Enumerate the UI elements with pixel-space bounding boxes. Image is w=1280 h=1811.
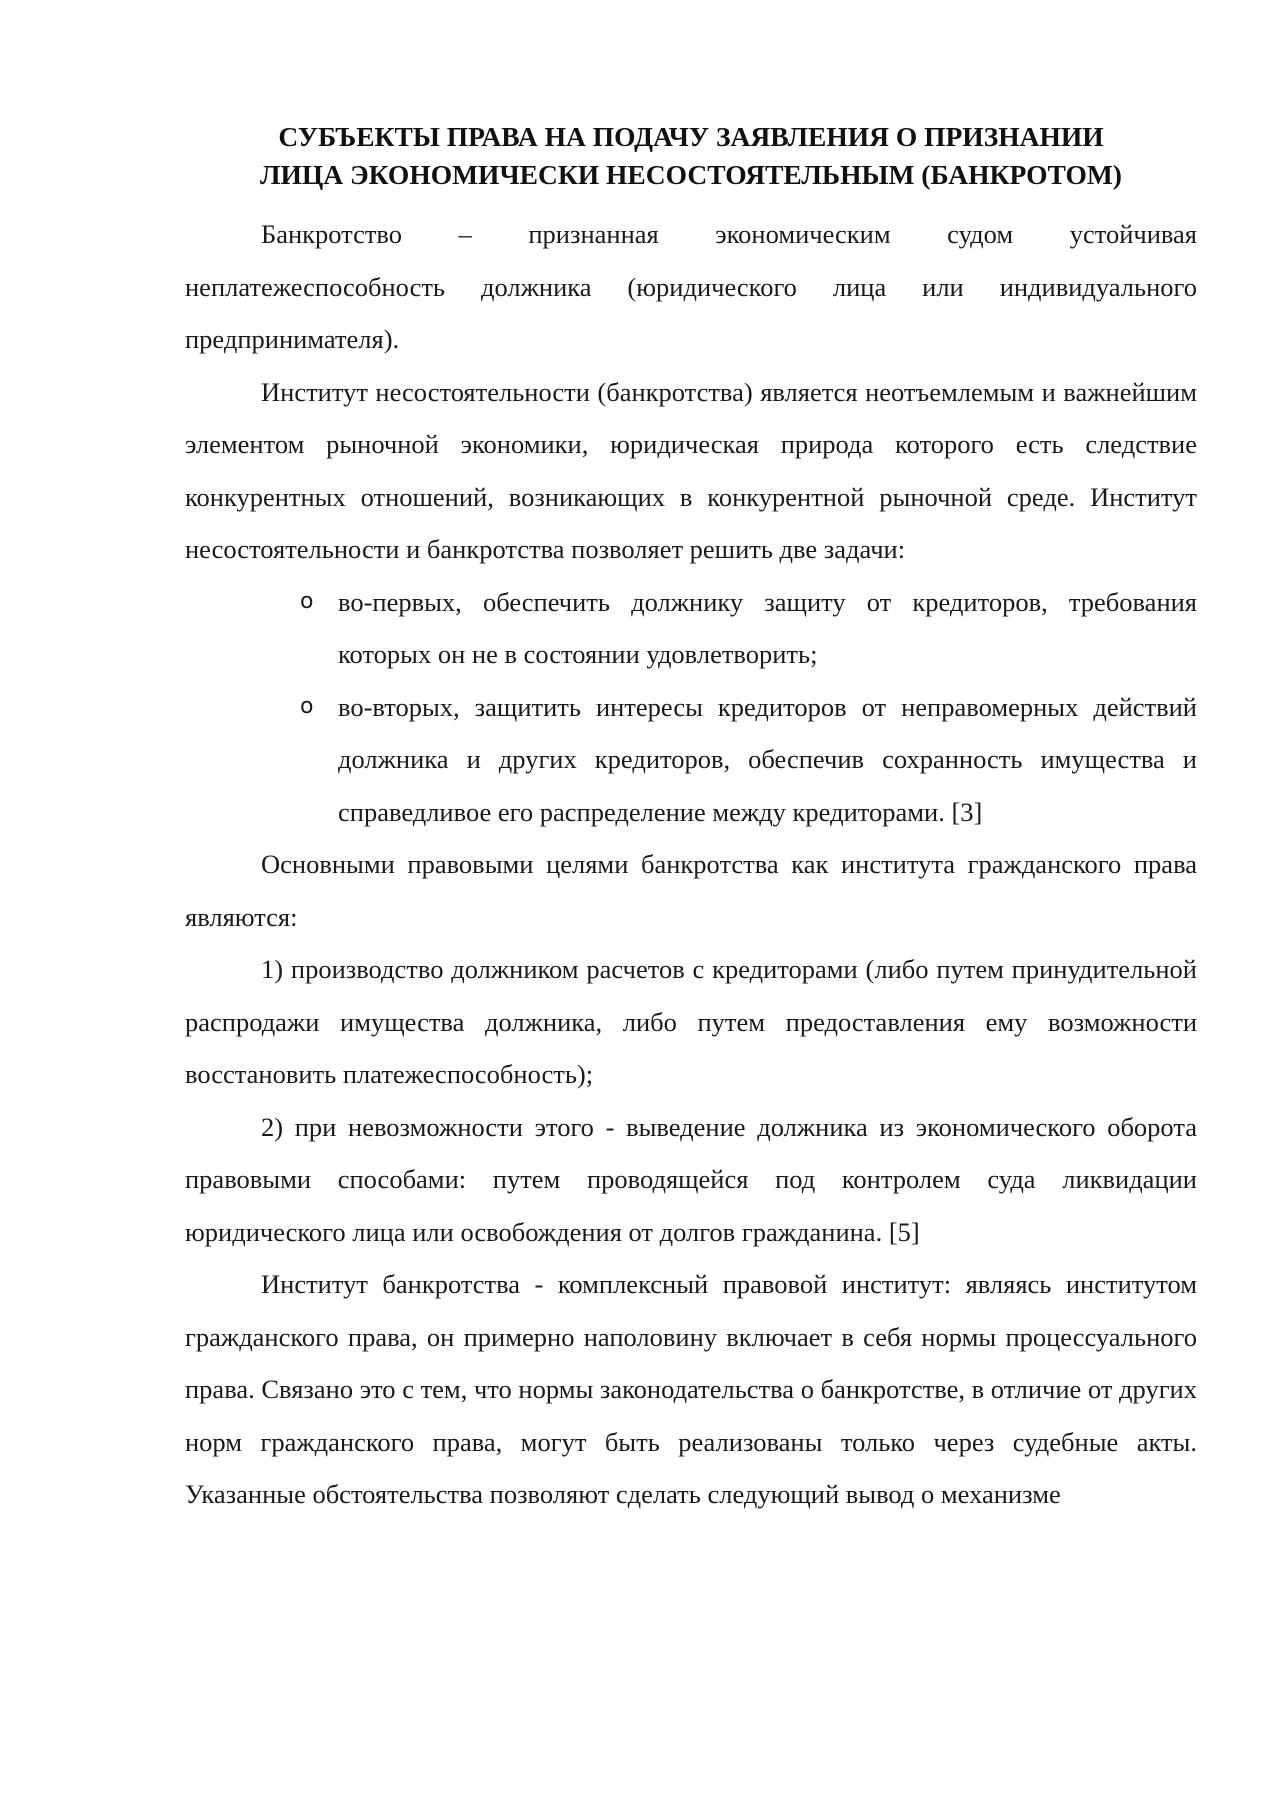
paragraph-institute-insolvency: Институт несостоятельности (банкротства) является неотъемлемым и важнейшим элементом рыночной экономики, юридическая природа которого есть следствие конкурентных отношений, возникающих в конкурентной рыночной среде. Институт несостоятельности и банкротства позволяет решить две задачи: xyxy=(185,376,1197,564)
paragraph-goal-1: 1) производство должником расчетов с кредиторами (либо путем принудительной распродажи имущества должника, либо путем предоставления ему возможности восстановить платежеспособность); xyxy=(185,954,1197,1089)
paragraph-complex-institute: Институт банкротства - комплексный правовой институт: являясь институтом гражданского права, он примерно наполовину включает в себя нормы процессуального права. Связано это с тем, что нормы законодательства о банкротстве, в отличие от других норм гражданского права, могут быть реализованы только через судебные акты. Указанные обстоятельства позволяют сделать следующий вывод о механизме xyxy=(185,1269,1197,1509)
paragraph-legal-goals: Основными правовыми целями банкротства как института гражданского права являются: xyxy=(185,849,1197,932)
tasks-list xyxy=(185,576,1197,839)
bullet-marker: o xyxy=(300,693,314,719)
list-item-text: во-первых, обеспечить должнику защиту от кредиторов, требования которых он не в состоянии удовлетворить; xyxy=(338,586,1197,669)
paragraph-bankruptcy-definition: Банкротство – признанная экономическим судом устойчивая неплатежеспособность должника (юридического лица или индивидуального предпринимателя). xyxy=(185,219,1197,354)
list-item xyxy=(300,576,1197,681)
title-line-2: ЛИЦА ЭКОНОМИЧЕСКИ НЕСОСТОЯТЕЛЬНЫМ (БАНКРОТОМ) xyxy=(260,159,1122,190)
list-item xyxy=(300,681,1197,839)
bullet-marker: o xyxy=(300,588,314,614)
paragraph-goal-2: 2) при невозможности этого - выведение должника из экономического оборота правовыми способами: путем проводящейся под контролем суда ликвидации юридического лица или освобождения от долгов гражданина. [5] xyxy=(185,1111,1197,1247)
list-item-text: во-вторых, защитить интересы кредиторов от неправомерных действий должника и других кредиторов, обеспечив сохранность имущества и справедливое его распределение между кредиторами. [3] xyxy=(338,691,1197,827)
document-body xyxy=(185,118,1197,1521)
document-title xyxy=(185,118,1197,194)
title-line-1: СУБЪЕКТЫ ПРАВА НА ПОДАЧУ ЗАЯВЛЕНИЯ О ПРИЗНАНИИ xyxy=(278,121,1104,152)
